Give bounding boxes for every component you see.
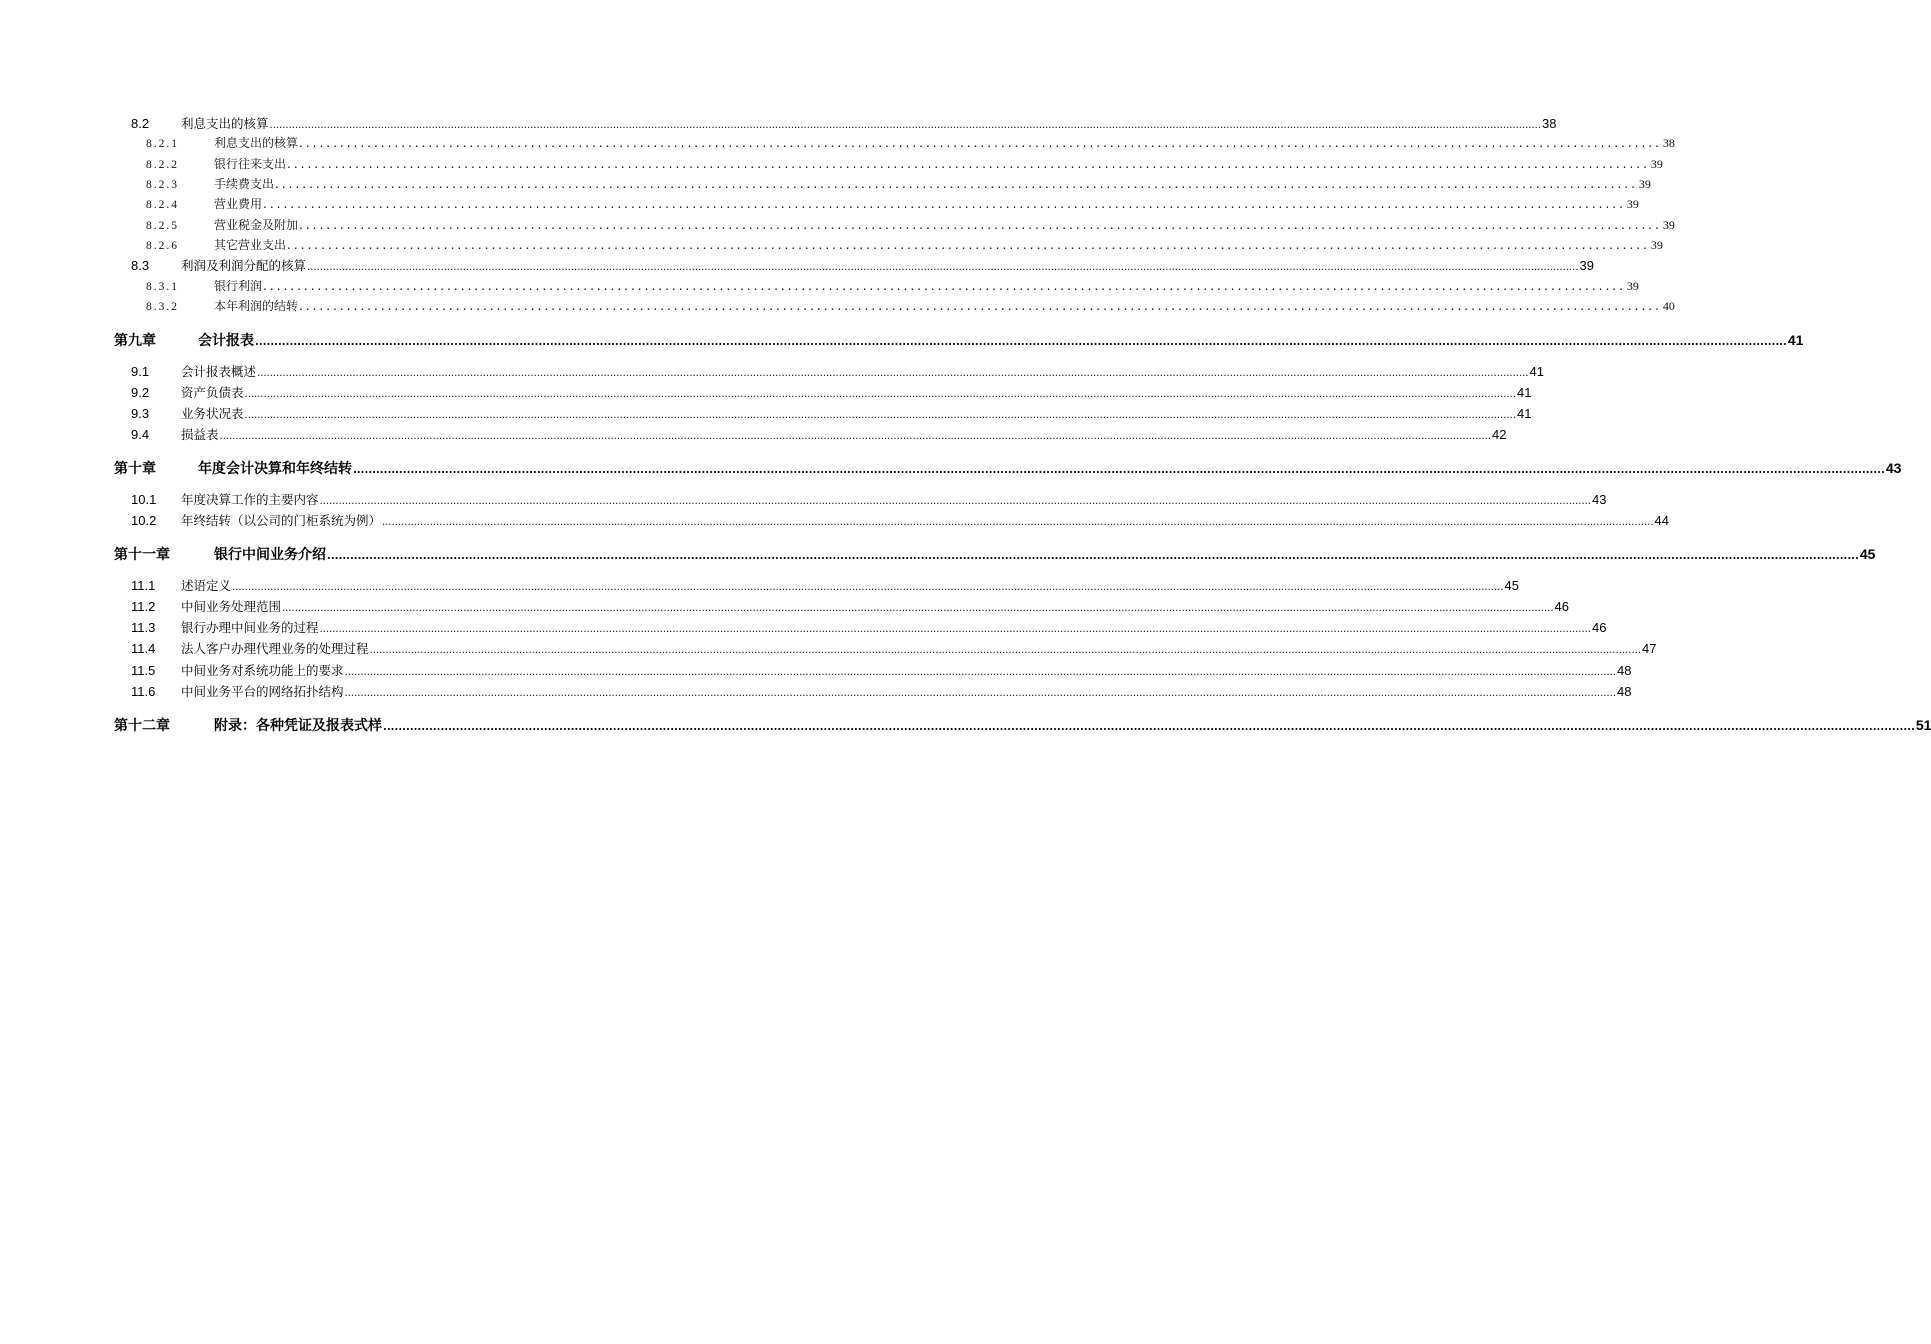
dot-leader: ................................................................................................................................................................................................................................................................................................................................................................................................................ <box>282 603 1554 614</box>
toc-page-number: 42 <box>1492 427 1507 442</box>
toc-title: 营业费用 <box>214 197 263 211</box>
dot-leader: ................................................................................................................................................................................................................................................................................................................................................................................................................ <box>244 389 1516 400</box>
toc-page-number: 48 <box>1617 663 1632 678</box>
dot-leader: ................................................................................................................................................................................................................................................................................................................................................................................................................ <box>232 582 1504 593</box>
dot-leader: ................................................................................................................................................................................................................................................................................................................................................................................................................ <box>344 667 1616 678</box>
dot-leader: ........................................................................................................................................................................................................ <box>263 279 1626 293</box>
toc-page-number: 39 <box>1650 157 1663 171</box>
toc-title: 年度会计决算和年终结转 <box>198 461 352 477</box>
toc-page-number: 46 <box>1592 620 1607 635</box>
toc-number: 11.6 <box>131 684 156 699</box>
dot-leader: ................................................................................................................................................................................................................................................................................................................................................................................................................ <box>257 368 1529 379</box>
toc-page-number: 39 <box>1638 177 1651 191</box>
toc-page-number: 39 <box>1626 197 1639 211</box>
toc-page-number: 51 <box>1915 717 1931 733</box>
toc-title: 利润及利润分配的核算 <box>181 258 307 273</box>
toc-title: 附录：各种凭证及报表式样 <box>214 718 382 734</box>
toc-page-number: 41 <box>1529 364 1544 379</box>
dot-leader: ................................................................................................................................................................................................................................................................................................................................................................................................................ <box>319 496 1591 507</box>
toc-title: 会计报表概述 <box>181 364 257 379</box>
dot-leader: ........................................................................................................................................................................................................ <box>299 218 1662 232</box>
toc-page-number: 41 <box>1517 385 1532 400</box>
toc-title: 本年利润的结转 <box>214 299 299 313</box>
toc-page-number: 44 <box>1654 513 1669 528</box>
toc-page-number: 39 <box>1662 218 1675 232</box>
toc-number: 第十章 <box>114 461 156 477</box>
toc-number: 8.3.2 <box>146 301 179 313</box>
dot-leader: ................................................................................................................................................................................................................................................................................................................................................................................................................ <box>255 335 1787 348</box>
toc-page-number: 43 <box>1592 492 1607 507</box>
toc-page-number: 48 <box>1617 684 1632 699</box>
toc-subsection-row[interactable] <box>146 216 1675 233</box>
dot-leader: ................................................................................................................................................................................................................................................................................................................................................................................................................ <box>269 120 1541 131</box>
toc-subsection-row[interactable] <box>146 236 1663 253</box>
toc-subsection-row[interactable] <box>146 175 1651 192</box>
dot-leader: ........................................................................................................................................................................................................ <box>299 136 1662 150</box>
toc-number: 第九章 <box>114 333 156 349</box>
dot-leader: ........................................................................................................................................................................................................ <box>299 299 1662 313</box>
toc-number: 8.3 <box>131 258 150 273</box>
toc-number: 9.3 <box>131 406 150 421</box>
toc-section-row[interactable] <box>131 661 1632 679</box>
toc-chapter-row[interactable] <box>114 458 1902 478</box>
toc-chapter-row[interactable] <box>114 544 1876 564</box>
toc-chapter-row[interactable] <box>114 330 1804 350</box>
dot-leader: ................................................................................................................................................................................................................................................................................................................................................................................................................ <box>353 463 1885 476</box>
dot-leader: ................................................................................................................................................................................................................................................................................................................................................................................................................ <box>369 645 1641 656</box>
dot-leader: ........................................................................................................................................................................................................ <box>263 197 1626 211</box>
toc-page-number: 39 <box>1650 238 1663 252</box>
toc-number: 8.2.1 <box>146 138 179 150</box>
toc-title: 中间业务平台的网络拓扑结构 <box>181 684 344 699</box>
toc-number: 11.2 <box>131 599 156 614</box>
toc-title: 营业税金及附加 <box>214 218 299 232</box>
dot-leader: ................................................................................................................................................................................................................................................................................................................................................................................................................ <box>219 431 1491 442</box>
toc-section-row[interactable] <box>131 256 1594 274</box>
toc-title: 年度决算工作的主要内容 <box>181 492 319 507</box>
toc-section-row[interactable] <box>131 576 1519 594</box>
toc-page-number: 38 <box>1542 116 1557 131</box>
toc-title: 年终结转（以公司的门柜系统为例） <box>181 513 382 528</box>
toc-page-number: 45 <box>1504 578 1519 593</box>
toc-page-number: 38 <box>1662 136 1675 150</box>
toc-section-row[interactable] <box>131 618 1607 636</box>
toc-number: 11.1 <box>131 578 156 593</box>
toc-title: 银行往来支出 <box>214 157 287 171</box>
dot-leader: ................................................................................................................................................................................................................................................................................................................................................................................................................ <box>383 720 1915 733</box>
toc-number: 9.1 <box>131 364 150 379</box>
toc-number: 11.3 <box>131 620 156 635</box>
toc-number: 10.1 <box>131 492 157 507</box>
toc-number: 8.2.4 <box>146 199 179 211</box>
toc-title: 利息支出的核算 <box>214 136 299 150</box>
toc-section-row[interactable] <box>131 362 1544 380</box>
toc-subsection-row[interactable] <box>146 195 1639 212</box>
toc-subsection-row[interactable] <box>146 155 1663 172</box>
toc-title: 会计报表 <box>198 333 254 349</box>
toc-title: 手续费支出 <box>214 177 275 191</box>
toc-number: 8.2.6 <box>146 240 179 252</box>
toc-page-number: 46 <box>1554 599 1569 614</box>
dot-leader: ................................................................................................................................................................................................................................................................................................................................................................................................................ <box>244 410 1516 421</box>
toc-number: 9.4 <box>131 427 150 442</box>
toc-page-number: 39 <box>1579 258 1594 273</box>
toc-title: 业务状况表 <box>181 406 244 421</box>
toc-title: 银行中间业务介绍 <box>214 547 326 563</box>
toc-page-number: 41 <box>1787 332 1804 348</box>
toc-subsection-row[interactable] <box>146 134 1675 151</box>
toc-section-row[interactable] <box>131 425 1507 443</box>
toc-section-row[interactable] <box>131 597 1569 615</box>
toc-title: 中间业务对系统功能上的要求 <box>181 663 344 678</box>
toc-number: 第十一章 <box>114 547 170 563</box>
toc-number: 9.2 <box>131 385 150 400</box>
toc-number: 8.2.2 <box>146 159 179 171</box>
dot-leader: ........................................................................................................................................................................................................ <box>287 157 1650 171</box>
toc-subsection-row[interactable] <box>146 297 1675 314</box>
toc-number: 第十二章 <box>114 718 170 734</box>
toc-title: 利息支出的核算 <box>181 116 269 131</box>
toc-subsection-row[interactable] <box>146 277 1639 294</box>
toc-title: 其它营业支出 <box>214 238 287 252</box>
toc-section-row[interactable] <box>131 511 1669 529</box>
toc-number: 8.3.1 <box>146 281 179 293</box>
toc-title: 述语定义 <box>181 578 232 593</box>
toc-number: 8.2 <box>131 116 150 131</box>
toc-number: 11.4 <box>131 641 156 656</box>
toc-title: 法人客户办理代理业务的处理过程 <box>181 641 369 656</box>
dot-leader: ........................................................................................................................................................................................................ <box>287 238 1650 252</box>
dot-leader: ................................................................................................................................................................................................................................................................................................................................................................................................................ <box>307 262 1579 273</box>
toc-title: 银行办理中间业务的过程 <box>181 620 319 635</box>
toc-section-row[interactable] <box>131 639 1657 657</box>
dot-leader: ................................................................................................................................................................................................................................................................................................................................................................................................................ <box>344 688 1616 699</box>
dot-leader: ................................................................................................................................................................................................................................................................................................................................................................................................................ <box>382 517 1654 528</box>
toc-page-number: 39 <box>1626 279 1639 293</box>
toc-title: 资产负债表 <box>181 385 244 400</box>
toc-title: 银行利润 <box>214 279 263 293</box>
toc-number: 10.2 <box>131 513 157 528</box>
toc-chapter-row[interactable] <box>114 715 1931 735</box>
toc-section-row[interactable] <box>131 682 1632 700</box>
toc-page-number: 41 <box>1517 406 1532 421</box>
toc-section-row[interactable] <box>131 114 1557 132</box>
toc-number: 8.2.5 <box>146 220 179 232</box>
toc-title: 中间业务处理范围 <box>181 599 282 614</box>
toc-number: 8.2.3 <box>146 179 179 191</box>
toc-page-number: 45 <box>1859 546 1876 562</box>
dot-leader: ........................................................................................................................................................................................................ <box>275 177 1638 191</box>
toc-page-number: 40 <box>1662 299 1675 313</box>
toc-section-row[interactable] <box>131 404 1532 422</box>
toc-section-row[interactable] <box>131 490 1607 508</box>
toc-section-row[interactable] <box>131 383 1532 401</box>
toc-page-number: 43 <box>1885 460 1902 476</box>
toc-page-number: 47 <box>1642 641 1657 656</box>
toc-number: 11.5 <box>131 663 156 678</box>
dot-leader: ................................................................................................................................................................................................................................................................................................................................................................................................................ <box>327 549 1859 562</box>
toc-title: 损益表 <box>181 427 219 442</box>
dot-leader: ................................................................................................................................................................................................................................................................................................................................................................................................................ <box>319 624 1591 635</box>
